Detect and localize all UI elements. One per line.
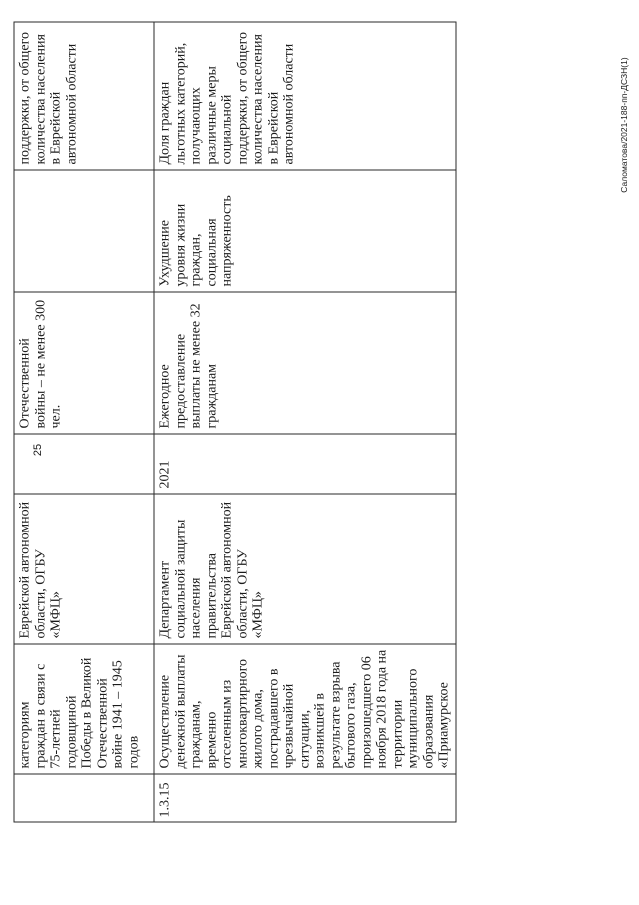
cell-executor: Департамент социальной защиты населения правительства Еврейской автономной области, ОГБУ «МФЦ» (154, 494, 456, 644)
cell-executor: Еврейской автономной области, ОГБУ «МФЦ» (14, 494, 154, 644)
program-measures-table (14, 22, 457, 823)
page-number: 25 (32, 443, 44, 457)
cell-result: Отечественной войны – не менее 300 чел. (14, 292, 154, 434)
cell-activity: Осуществление денежной выплаты гражданам, временно отселенным из многоквартирного жилого дома, пострадавшего в чрезвычайной ситуации, возникшей в результате взрыва бытового газа, произошедшего 06 ноября 2018 года на территории муниципального образования «Приамурское (154, 644, 456, 774)
cell-risk (14, 170, 154, 292)
table-row (14, 22, 154, 822)
cell-indicator: Доля граждан льготных категорий, получающих различные меры социальной поддержки, от общего количества населения в Еврейской автономной области (154, 22, 456, 170)
cell-result: Ежегодное предоставление выплаты не менее 32 гражданам (154, 292, 456, 434)
document-stamp: Саломатова/2021-188-пп-ДСЗН(1) (619, 57, 629, 193)
cell-year (14, 434, 154, 494)
program-table-container (14, 23, 452, 823)
cell-number (14, 774, 154, 822)
cell-number: 1.3.15 (154, 774, 456, 822)
table-row (154, 22, 456, 822)
cell-indicator: поддержки, от общего количества населения в Еврейской автономной области (14, 22, 154, 170)
cell-year: 2021 (154, 434, 456, 494)
cell-activity: категориям граждан в связи с 75-летней годовщиной Победы в Великой Отечественной войне 1941 – 1945 годов (14, 644, 154, 774)
cell-risk: Ухудшение уровня жизни граждан, социальная напряженность (154, 170, 456, 292)
